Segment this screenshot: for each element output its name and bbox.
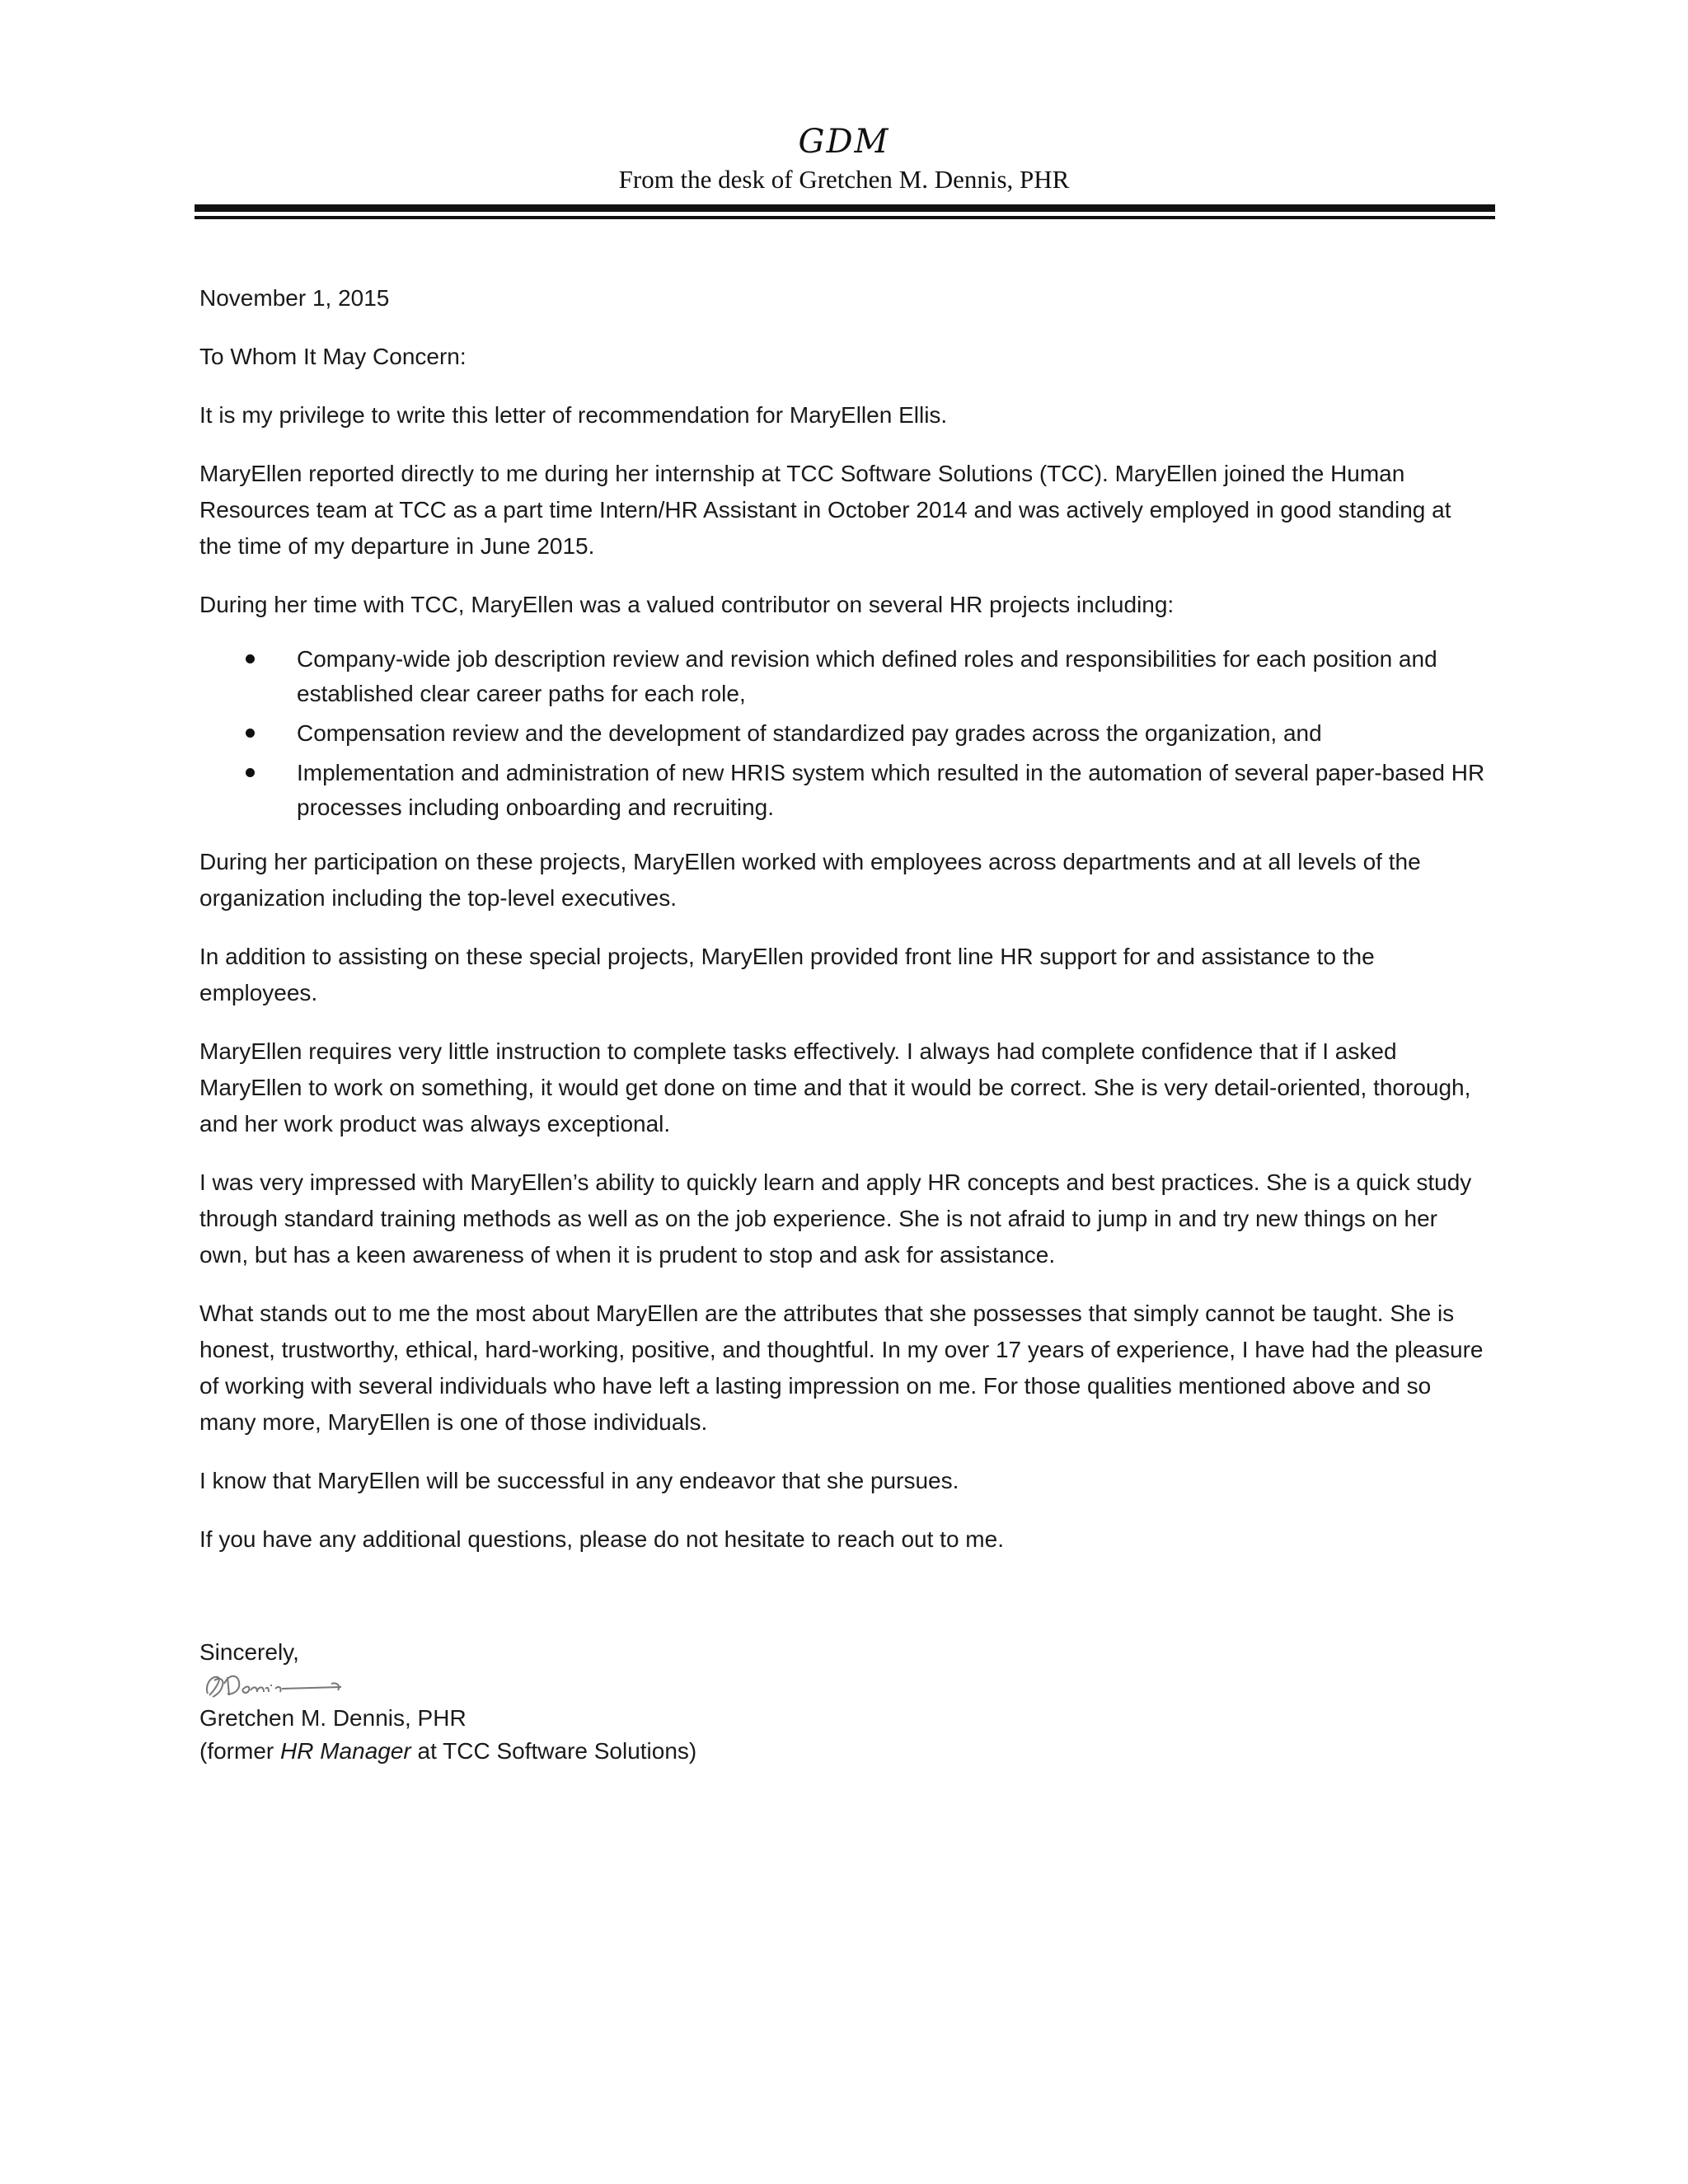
letter-date: November 1, 2015: [199, 285, 390, 311]
letterhead: [0, 122, 1688, 196]
project-text: Implementation and administration of new HRIS system which resulted in the automation of several paper-based HR processes including onboarding and recruiting.: [297, 760, 1485, 820]
project-text: Company-wide job description review and revision which defined roles and responsibilities for each position and established clear career paths for each role,: [297, 646, 1437, 706]
list-item: [297, 642, 1485, 711]
signer-name: Gretchen M. Dennis, PHR: [199, 1705, 467, 1731]
project-text: Compensation review and the development of standardized pay grades across the organization, and: [297, 720, 1322, 746]
signer-title-suffix: at TCC Software Solutions): [410, 1738, 697, 1764]
projects-list: [199, 642, 1485, 825]
signer-title-prefix: (former: [199, 1738, 280, 1764]
paragraph-reporting: MaryEllen reported directly to me during her internship at TCC Software Solutions (TCC). MaryEllen joined the Human Resources team at TCC as a part time Intern/HR Assistant in October 2014 and was actively employed in good standing at the time of my departure in June 2015.: [199, 461, 1451, 559]
signer-title-role: HR Manager: [280, 1738, 411, 1764]
paragraph-instruction: MaryEllen requires very little instruction to complete tasks effectively. I always had complete confidence that if I asked MaryEllen to work on something, it would get done on time and that it would be correct. She is very detail-oriented, thorough, and her work product was always exceptional.: [199, 1038, 1471, 1137]
list-item: [297, 716, 1485, 751]
bullet-icon: [246, 768, 255, 777]
bullet-icon: [246, 654, 255, 663]
paragraph-success: I know that MaryEllen will be successful in any endeavor that she pursues.: [199, 1468, 959, 1493]
handwritten-signature-image: [199, 1669, 348, 1704]
letterhead-rule-thin: [195, 216, 1495, 219]
monogram: GDM: [798, 123, 890, 161]
paragraph-projects-intro: During her time with TCC, MaryEllen was a valued contributor on several HR projects including:: [199, 592, 1175, 617]
signer-title: [199, 1735, 696, 1768]
letterhead-from-line: From the desk of Gretchen M. Dennis, PHR: [618, 165, 1070, 194]
letterhead-rule-thick: [195, 204, 1495, 212]
paragraph-contact: If you have any additional questions, please do not hesitate to reach out to me.: [199, 1526, 1004, 1552]
paragraph-participation: During her participation on these projects, MaryEllen worked with employees across departments and at all levels of the organization including the top-level executives.: [199, 849, 1421, 911]
signature-block: [199, 1636, 696, 1768]
paragraph-attributes: What stands out to me the most about MaryEllen are the attributes that she possesses that simply cannot be taught. She is honest, trustworthy, ethical, hard-working, positive, and thoughtful. In my over 17 years of experience, I have had the pleasure of working with several individuals who have left a lasting impression on me. For those qualities mentioned above and so many more, MaryEllen is one of those individuals.: [199, 1301, 1484, 1435]
bullet-icon: [246, 729, 255, 738]
letter-body: [199, 280, 1485, 1580]
list-item: [297, 756, 1485, 825]
letter-intro: It is my privilege to write this letter of recommendation for MaryEllen Ellis.: [199, 402, 948, 428]
letter-salutation: To Whom It May Concern:: [199, 344, 467, 369]
paragraph-support: In addition to assisting on these special projects, MaryEllen provided front line HR support for and assistance to the employees.: [199, 944, 1375, 1005]
closing: Sincerely,: [199, 1639, 299, 1665]
paragraph-impressed: I was very impressed with MaryEllen’s ability to quickly learn and apply HR concepts and best practices. She is a quick study through standard training methods as well as on the job experience. She is not afraid to jump in and try new things on her own, but has a keen awareness of when it is prudent to stop and ask for assistance.: [199, 1169, 1472, 1268]
